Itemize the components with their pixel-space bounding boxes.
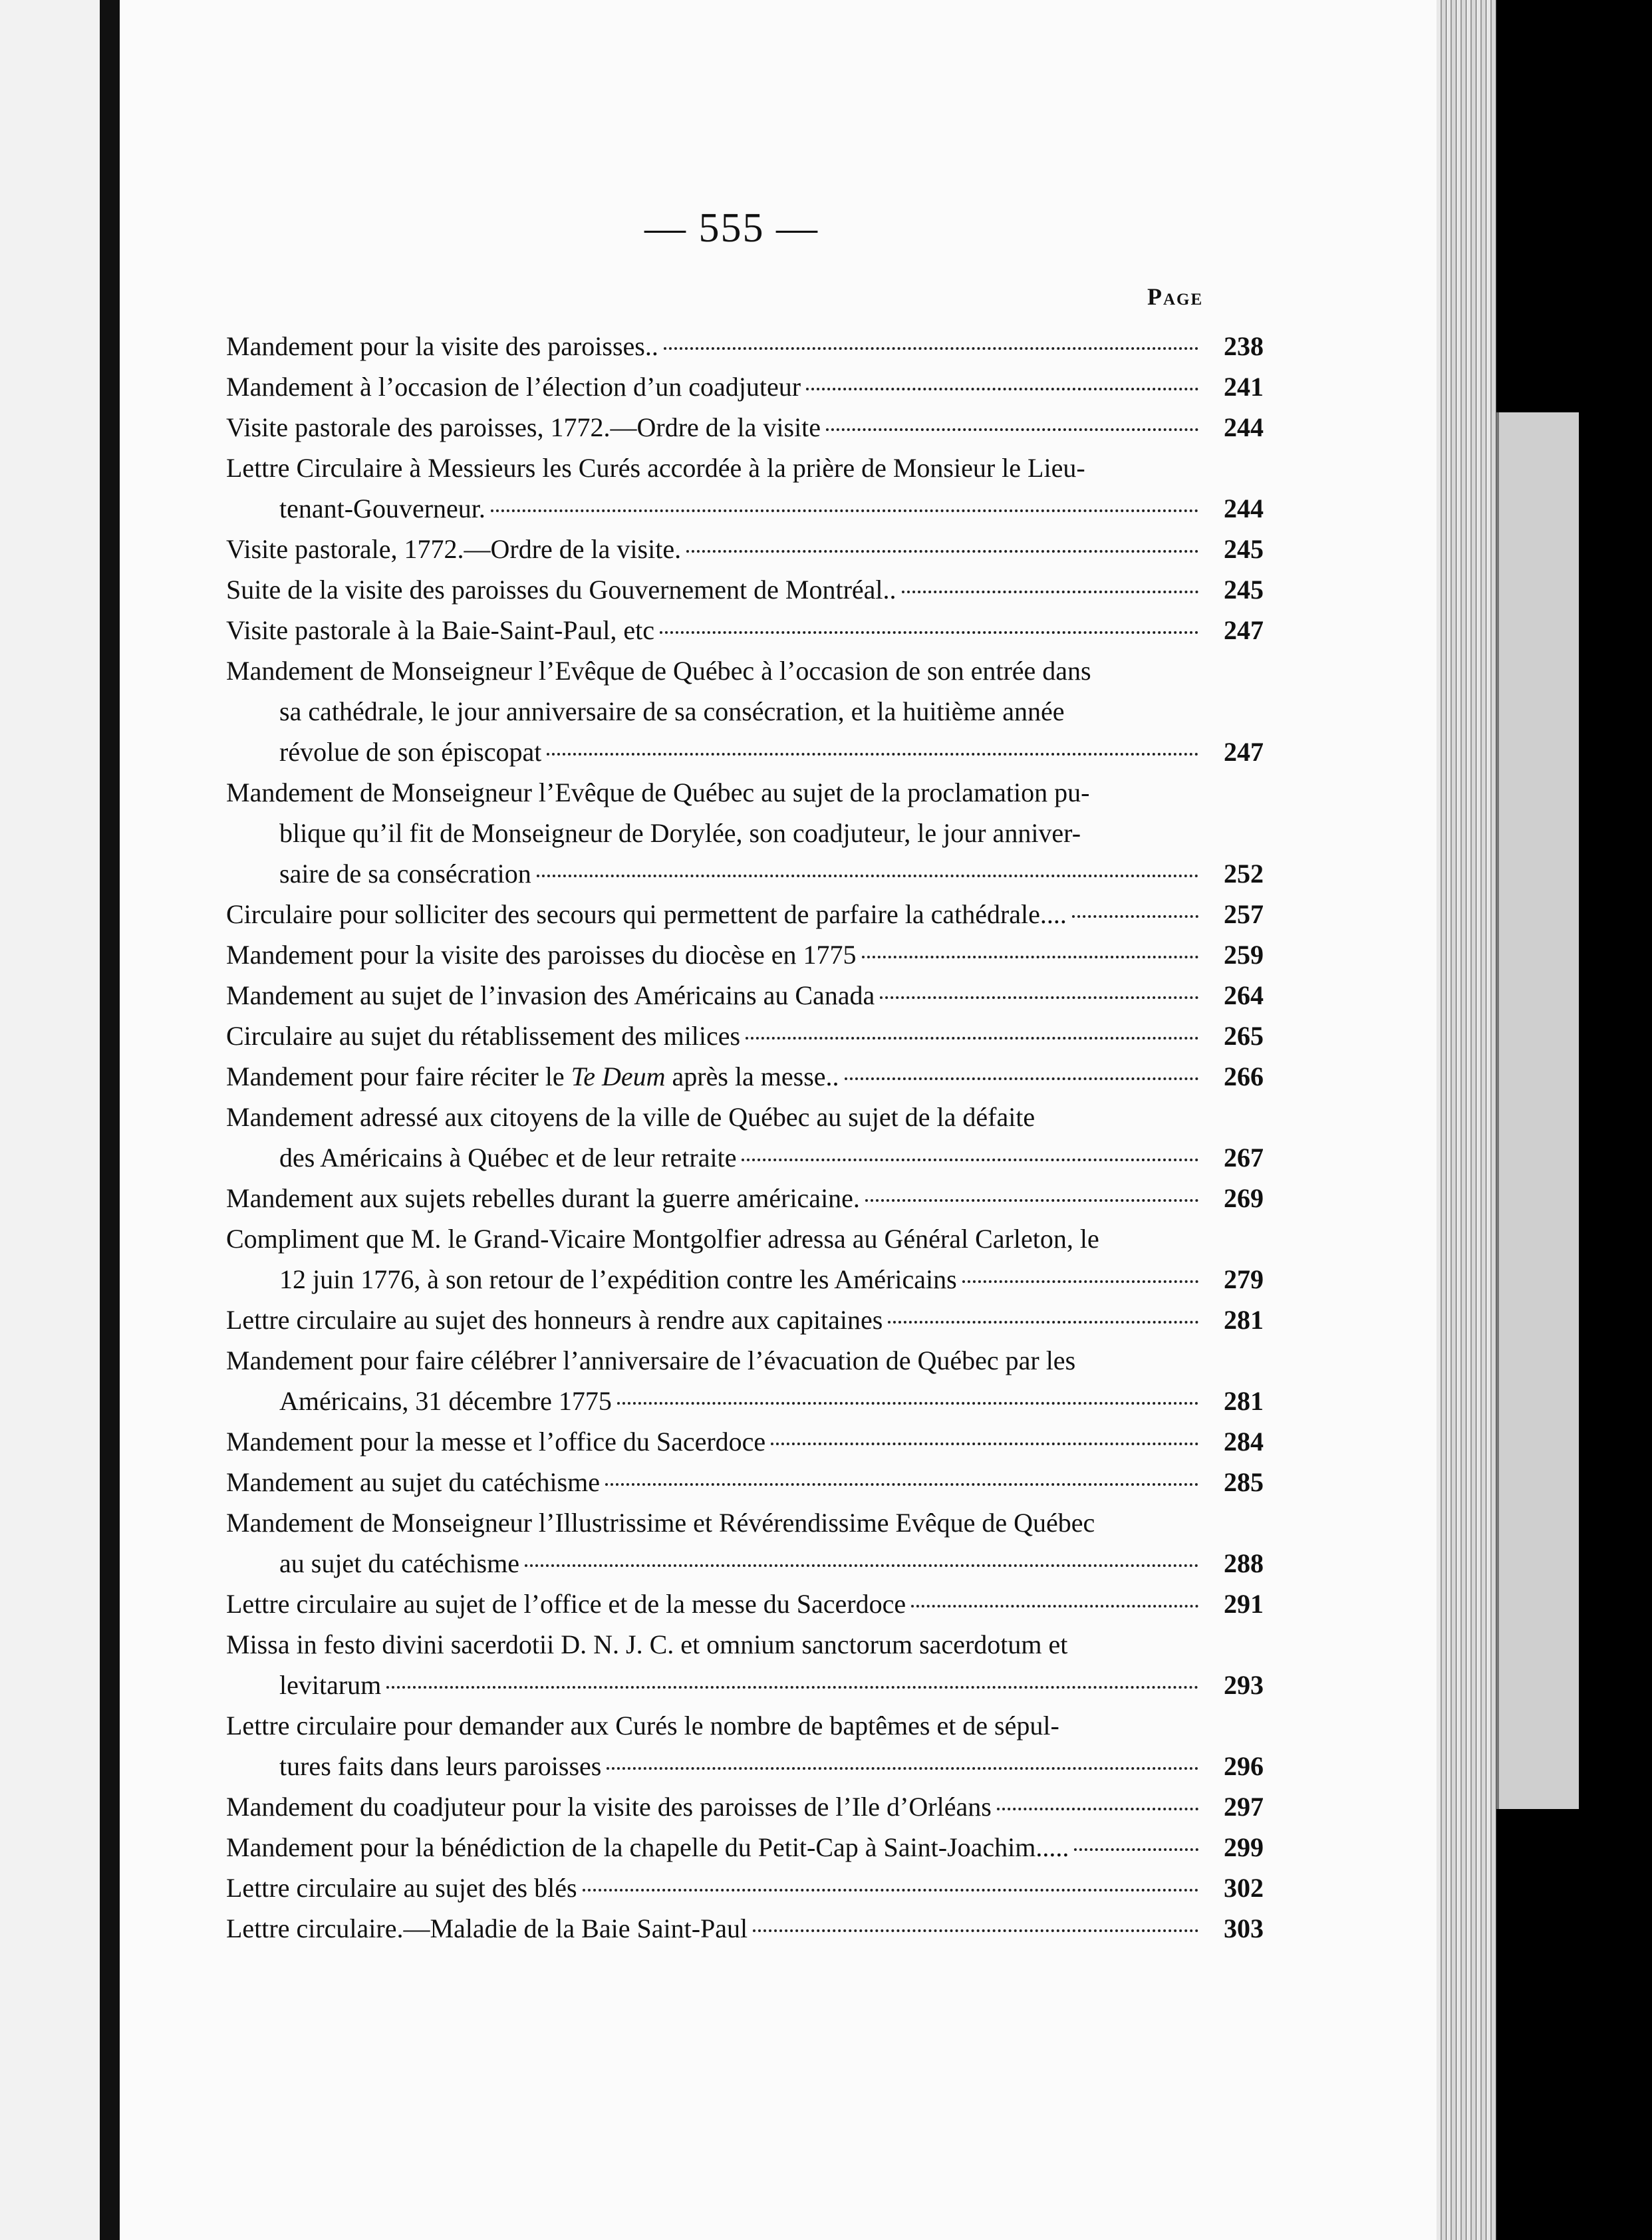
toc-entry-text: Circulaire au sujet du rétablissement des milices bbox=[226, 1021, 741, 1051]
toc-entry-line bbox=[226, 1786, 1264, 1827]
toc-entry bbox=[226, 1462, 1264, 1502]
dot-leader bbox=[537, 875, 1198, 877]
toc-entry-line bbox=[226, 853, 1264, 894]
toc-entry-line bbox=[226, 1868, 1264, 1908]
toc-entry bbox=[226, 1097, 1264, 1178]
page-stack-edge bbox=[1437, 0, 1496, 2240]
toc-entry-page: 247 bbox=[1224, 737, 1264, 767]
toc-entry-text: Visite pastorale des paroisses, 1772.—Ordre de la visite bbox=[226, 412, 821, 442]
dot-leader bbox=[547, 753, 1198, 756]
toc-entry bbox=[226, 650, 1264, 772]
dot-leader bbox=[583, 1889, 1198, 1891]
toc-entry-text: Mandement au sujet du catéchisme bbox=[226, 1467, 601, 1497]
toc-entry-text: Mandement pour la messe et l’office du Sacerdoce bbox=[226, 1427, 766, 1457]
toc-entry-page: 245 bbox=[1224, 534, 1264, 564]
toc-entry bbox=[226, 448, 1264, 529]
toc-entry-line bbox=[226, 975, 1264, 1016]
toc-entry-text: Mandement au sujet de l’invasion des Américains au Canada bbox=[226, 980, 875, 1010]
toc-entry-italic-text: Te Deum bbox=[564, 1061, 666, 1091]
toc-entry-text: au sujet du catéchisme bbox=[279, 1548, 519, 1578]
toc-entry-page: 279 bbox=[1224, 1264, 1264, 1294]
toc-entry-line bbox=[226, 1502, 1264, 1543]
toc-entry-page: 284 bbox=[1224, 1427, 1264, 1457]
dot-leader bbox=[686, 550, 1198, 553]
toc-entry-line bbox=[226, 934, 1264, 975]
dot-leader bbox=[826, 428, 1198, 431]
dot-leader bbox=[607, 1767, 1198, 1770]
dot-leader bbox=[491, 509, 1198, 512]
toc-entry-text-segment: après la messe.. bbox=[665, 1061, 839, 1091]
toc-entry bbox=[226, 1624, 1264, 1705]
toc-entry-text: tures faits dans leurs paroisses bbox=[279, 1751, 602, 1781]
toc-entry-line bbox=[226, 1421, 1264, 1462]
toc-entry-line bbox=[226, 1624, 1264, 1665]
toc-entry-line bbox=[226, 366, 1264, 407]
toc-entry-page: 281 bbox=[1224, 1305, 1264, 1335]
toc-entry bbox=[226, 975, 1264, 1016]
toc-entry-line bbox=[226, 1218, 1264, 1259]
toc-entry-page: 241 bbox=[1224, 372, 1264, 402]
toc-entry-page: 244 bbox=[1224, 412, 1264, 442]
toc-entry bbox=[226, 1178, 1264, 1218]
table-of-contents bbox=[226, 326, 1264, 1949]
toc-entry-line bbox=[226, 1705, 1264, 1746]
toc-entry bbox=[226, 1421, 1264, 1462]
dot-leader bbox=[746, 1037, 1198, 1040]
toc-entry-text: Lettre circulaire pour demander aux Curés le nombre de baptêmes et de sépul- bbox=[226, 1711, 1059, 1741]
toc-entry bbox=[226, 772, 1264, 894]
toc-entry bbox=[226, 894, 1264, 934]
dot-leader bbox=[997, 1808, 1198, 1810]
toc-entry-line bbox=[226, 813, 1264, 853]
toc-entry bbox=[226, 1868, 1264, 1908]
toc-entry-page: 264 bbox=[1224, 980, 1264, 1010]
toc-entry-line bbox=[226, 1016, 1264, 1056]
toc-entry-page: 291 bbox=[1224, 1589, 1264, 1619]
toc-entry-text: saire de sa consécration bbox=[279, 859, 531, 889]
toc-entry bbox=[226, 1300, 1264, 1340]
toc-entry-page: 245 bbox=[1224, 575, 1264, 605]
page-number: — 555 — bbox=[644, 206, 819, 251]
toc-entry-page: 297 bbox=[1224, 1792, 1264, 1822]
toc-entry-page: 259 bbox=[1224, 940, 1264, 970]
dot-leader bbox=[525, 1564, 1198, 1567]
toc-entry bbox=[226, 1056, 1264, 1097]
toc-entry bbox=[226, 1218, 1264, 1300]
toc-entry-line bbox=[226, 1056, 1264, 1097]
toc-entry-text: levitarum bbox=[279, 1670, 382, 1700]
page-tab bbox=[1496, 412, 1579, 1809]
toc-entry-text: Lettre circulaire au sujet des honneurs à rendre aux capitaines bbox=[226, 1305, 883, 1335]
dot-leader bbox=[742, 1159, 1198, 1161]
toc-entry-text: Visite pastorale à la Baie-Saint-Paul, etc bbox=[226, 615, 655, 645]
toc-entry-text-segment: Mandement pour faire réciter le bbox=[226, 1061, 565, 1091]
toc-entry-text: Mandement de Monseigneur l’Evêque de Québec au sujet de la proclamation pu- bbox=[226, 777, 1090, 807]
toc-entry-line bbox=[226, 529, 1264, 569]
toc-entry-text: Mandement aux sujets rebelles durant la guerre américaine. bbox=[226, 1183, 860, 1213]
dot-leader bbox=[660, 631, 1198, 634]
toc-entry-line bbox=[226, 1340, 1264, 1381]
toc-entry bbox=[226, 1908, 1264, 1949]
toc-entry-line bbox=[226, 1543, 1264, 1584]
toc-entry bbox=[226, 1584, 1264, 1624]
toc-entry bbox=[226, 1502, 1264, 1584]
toc-entry-line bbox=[226, 407, 1264, 448]
toc-entry-page: 293 bbox=[1224, 1670, 1264, 1700]
toc-entry-text: Mandement pour la visite des paroisses.. bbox=[226, 331, 658, 361]
toc-entry-text: Mandement pour la bénédiction de la chapelle du Petit-Cap à Saint-Joachim..... bbox=[226, 1832, 1069, 1862]
toc-entry-line bbox=[226, 1097, 1264, 1137]
toc-entry-line bbox=[226, 1665, 1264, 1705]
toc-entry-line bbox=[226, 691, 1264, 732]
toc-entry-page: 299 bbox=[1224, 1832, 1264, 1862]
toc-entry-text: des Américains à Québec et de leur retraite bbox=[279, 1143, 737, 1173]
toc-entry-line bbox=[226, 1827, 1264, 1868]
dot-leader bbox=[664, 347, 1198, 350]
toc-entry-text: Mandement du coadjuteur pour la visite des paroisses de l’Ile d’Orléans bbox=[226, 1792, 992, 1822]
toc-entry-text: Lettre circulaire au sujet des blés bbox=[226, 1873, 577, 1903]
toc-entry bbox=[226, 934, 1264, 975]
toc-entry bbox=[226, 366, 1264, 407]
toc-entry-line bbox=[226, 488, 1264, 529]
toc-entry-line bbox=[226, 1381, 1264, 1421]
toc-entry bbox=[226, 1340, 1264, 1421]
toc-entry-line bbox=[226, 1584, 1264, 1624]
toc-entry-text: révolue de son épiscopat bbox=[279, 737, 542, 767]
toc-entry bbox=[226, 1705, 1264, 1786]
toc-entry-text: Compliment que M. le Grand-Vicaire Montgolfier adressa au Général Carleton, le bbox=[226, 1224, 1099, 1254]
toc-entry-text: Mandement pour faire célébrer l’anniversaire de l’évacuation de Québec par les bbox=[226, 1345, 1076, 1375]
toc-entry-text: Suite de la visite des paroisses du Gouvernement de Montréal.. bbox=[226, 575, 896, 605]
toc-entry-line bbox=[226, 1259, 1264, 1300]
toc-entry-text: Visite pastorale, 1772.—Ordre de la visite. bbox=[226, 534, 682, 564]
toc-entry-page: 296 bbox=[1224, 1751, 1264, 1781]
dot-leader bbox=[605, 1483, 1198, 1486]
dot-leader bbox=[902, 591, 1198, 593]
toc-entry bbox=[226, 610, 1264, 650]
dot-leader bbox=[806, 388, 1198, 390]
toc-entry-text: Missa in festo divini sacerdotii D. N. J. C. et omnium sanctorum sacerdotum et bbox=[226, 1629, 1068, 1659]
toc-entry-line bbox=[226, 650, 1264, 691]
toc-entry bbox=[226, 407, 1264, 448]
toc-entry bbox=[226, 1827, 1264, 1868]
toc-entry bbox=[226, 529, 1264, 569]
dot-leader bbox=[1072, 915, 1198, 918]
toc-entry-line bbox=[226, 1746, 1264, 1786]
toc-entry bbox=[226, 1016, 1264, 1056]
toc-entry bbox=[226, 326, 1264, 366]
dot-leader bbox=[911, 1605, 1198, 1608]
toc-entry-line bbox=[226, 610, 1264, 650]
toc-entry-page: 267 bbox=[1224, 1143, 1264, 1173]
toc-entry-text: Mandement adressé aux citoyens de la ville de Québec au sujet de la défaite bbox=[226, 1102, 1035, 1132]
toc-entry-page: 269 bbox=[1224, 1183, 1264, 1213]
toc-entry-line bbox=[226, 326, 1264, 366]
dot-leader bbox=[845, 1077, 1198, 1080]
gutter-shadow bbox=[100, 0, 120, 2240]
toc-entry-line bbox=[226, 1137, 1264, 1178]
toc-entry-page: 288 bbox=[1224, 1548, 1264, 1578]
toc-entry-text: Lettre Circulaire à Messieurs les Curés accordée à la prière de Monsieur le Lieu- bbox=[226, 453, 1085, 483]
toc-entry-text: Circulaire pour solliciter des secours qui permettent de parfaire la cathédrale.... bbox=[226, 899, 1067, 929]
toc-entry-page: 302 bbox=[1224, 1873, 1264, 1903]
toc-entry-text bbox=[226, 1056, 839, 1097]
toc-entry-line bbox=[226, 448, 1264, 488]
toc-entry-page: 252 bbox=[1224, 859, 1264, 889]
toc-entry-text: Mandement à l’occasion de l’élection d’un coadjuteur bbox=[226, 372, 801, 402]
toc-entry-line bbox=[226, 772, 1264, 813]
toc-entry-text: Mandement de Monseigneur l’Illustrissime et Révérendissime Evêque de Québec bbox=[226, 1508, 1095, 1538]
toc-entry-text: Américains, 31 décembre 1775 bbox=[279, 1386, 612, 1416]
toc-entry-text: Lettre circulaire.—Maladie de la Baie Saint-Paul bbox=[226, 1913, 748, 1943]
facing-page-edge bbox=[0, 0, 100, 2240]
dot-leader bbox=[888, 1321, 1198, 1324]
toc-entry-text: sa cathédrale, le jour anniversaire de sa consécration, et la huitième année bbox=[279, 696, 1065, 726]
toc-entry-page: 257 bbox=[1224, 899, 1264, 929]
dot-leader bbox=[880, 996, 1198, 999]
dot-leader bbox=[771, 1443, 1198, 1445]
toc-entry-text: 12 juin 1776, à son retour de l’expédition contre les Américains bbox=[279, 1264, 957, 1294]
toc-entry-page: 244 bbox=[1224, 493, 1264, 523]
dot-leader bbox=[386, 1686, 1198, 1689]
dot-leader bbox=[617, 1402, 1198, 1405]
toc-entry-line bbox=[226, 569, 1264, 610]
toc-entry-text: tenant-Gouverneur. bbox=[279, 493, 485, 523]
toc-entry-page: 303 bbox=[1224, 1913, 1264, 1943]
toc-entry-text: Mandement de Monseigneur l’Evêque de Québec à l’occasion de son entrée dans bbox=[226, 656, 1091, 686]
toc-entry-page: 266 bbox=[1224, 1061, 1264, 1091]
toc-entry bbox=[226, 569, 1264, 610]
toc-entry-text: Mandement pour la visite des paroisses du diocèse en 1775 bbox=[226, 940, 857, 970]
toc-entry bbox=[226, 1786, 1264, 1827]
toc-entry-line bbox=[226, 1178, 1264, 1218]
dot-leader bbox=[1074, 1848, 1198, 1851]
toc-entry-line bbox=[226, 894, 1264, 934]
toc-entry-line bbox=[226, 732, 1264, 772]
dot-leader bbox=[862, 956, 1198, 958]
toc-entry-line bbox=[226, 1300, 1264, 1340]
toc-entry-page: 265 bbox=[1224, 1021, 1264, 1051]
toc-entry-line bbox=[226, 1462, 1264, 1502]
toc-entry-page: 281 bbox=[1224, 1386, 1264, 1416]
toc-entry-line bbox=[226, 1908, 1264, 1949]
toc-entry-page: 247 bbox=[1224, 615, 1264, 645]
toc-entry-page: 285 bbox=[1224, 1467, 1264, 1497]
toc-entry-text: Lettre circulaire au sujet de l’office et de la messe du Sacerdoce bbox=[226, 1589, 906, 1619]
dot-leader bbox=[865, 1199, 1198, 1202]
toc-entry-text: blique qu’il fit de Monseigneur de Dorylée, son coadjuteur, le jour anniver- bbox=[279, 818, 1081, 848]
page-column-header: Page bbox=[1147, 283, 1204, 310]
dot-leader bbox=[753, 1929, 1198, 1932]
dot-leader bbox=[962, 1280, 1198, 1283]
toc-entry-page: 238 bbox=[1224, 331, 1264, 361]
